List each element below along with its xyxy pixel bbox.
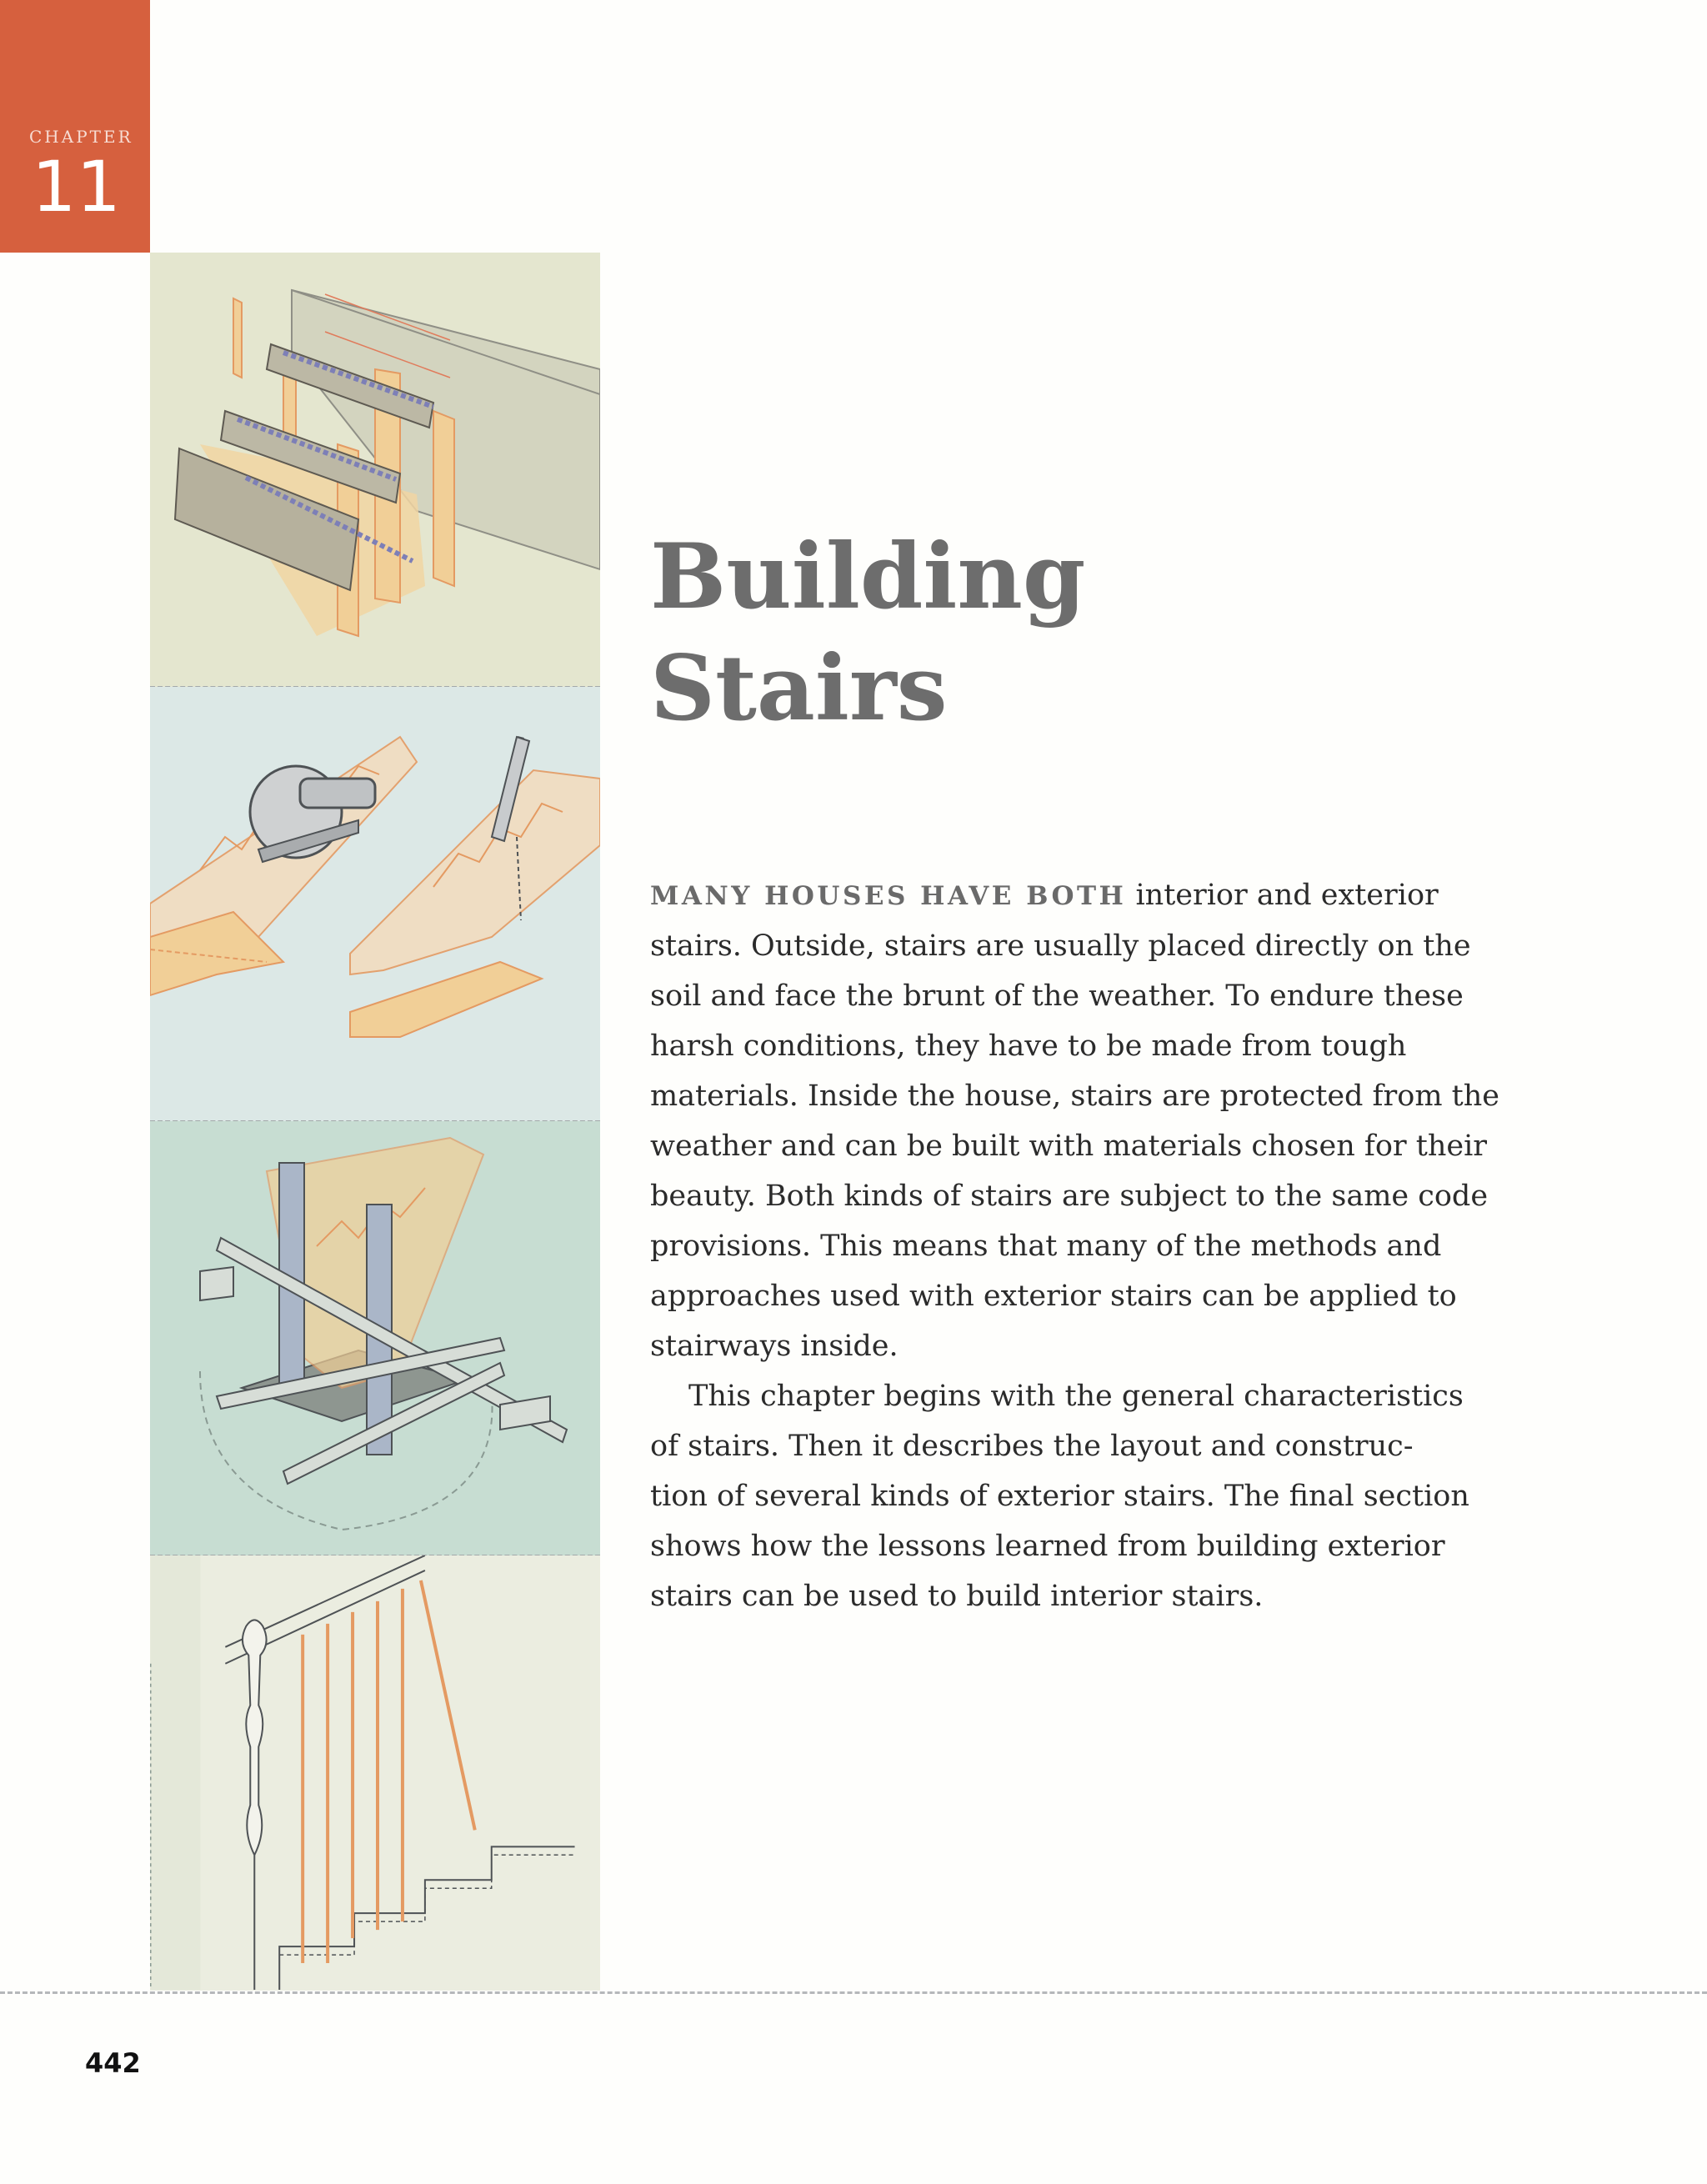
chapter-title-line-2: Stairs — [650, 636, 948, 741]
intro-line: stairs can be used to build interior stairs. — [650, 1580, 1264, 1613]
exterior-steps-illustration — [150, 253, 600, 687]
intro-line: stairs. Outside, stairs are usually placed directly on the — [650, 929, 1471, 963]
intro-line: beauty. Both kinds of stairs are subject to the same code — [650, 1180, 1489, 1213]
intro-text — [650, 870, 1509, 1621]
chapter-number: 11 — [32, 146, 121, 228]
stringer-cutting-illustration — [150, 687, 600, 1121]
lead-in-small-caps: MANY HOUSES HAVE BOTH — [650, 881, 1127, 911]
chapter-title-line-1: Building — [650, 524, 1086, 629]
intro-line: tion of several kinds of exterior stairs. The final section — [650, 1480, 1469, 1513]
interior-stair-drawing — [150, 1555, 600, 1990]
intro-line: stairways inside. — [650, 1330, 899, 1363]
chapter-title — [650, 521, 1085, 744]
intro-line: weather and can be built with materials chosen for their — [650, 1130, 1488, 1163]
chapter-tab — [0, 0, 150, 253]
post-footing-illustration — [150, 1121, 600, 1555]
illustration-strip — [150, 253, 600, 1991]
intro-line: MANY HOUSES HAVE BOTH interior and exterior — [650, 879, 1439, 912]
intro-line: materials. Inside the house, stairs are protected from the — [650, 1079, 1499, 1113]
intro-line: approaches used with exterior stairs can be applied to — [650, 1280, 1457, 1313]
intro-line: provisions. This means that many of the methods and — [650, 1230, 1442, 1263]
post-footing-drawing — [150, 1121, 600, 1555]
intro-line: This chapter begins with the general characteristics — [688, 1380, 1464, 1413]
chapter-label: CHAPTER — [29, 127, 133, 147]
interior-stair-balusters-illustration — [150, 1555, 600, 1991]
intro-line: shows how the lessons learned from building exterior — [650, 1530, 1445, 1563]
exterior-steps-drawing — [150, 253, 600, 687]
intro-line: of stairs. Then it describes the layout and construc- — [650, 1430, 1414, 1463]
stringer-cutting-drawing — [150, 687, 600, 1121]
intro-line: soil and face the brunt of the weather. To endure these — [650, 979, 1464, 1013]
page-divider — [0, 1991, 1707, 1994]
intro-line: harsh conditions, they have to be made from tough — [650, 1029, 1407, 1063]
page-number: 442 — [85, 2047, 141, 2079]
